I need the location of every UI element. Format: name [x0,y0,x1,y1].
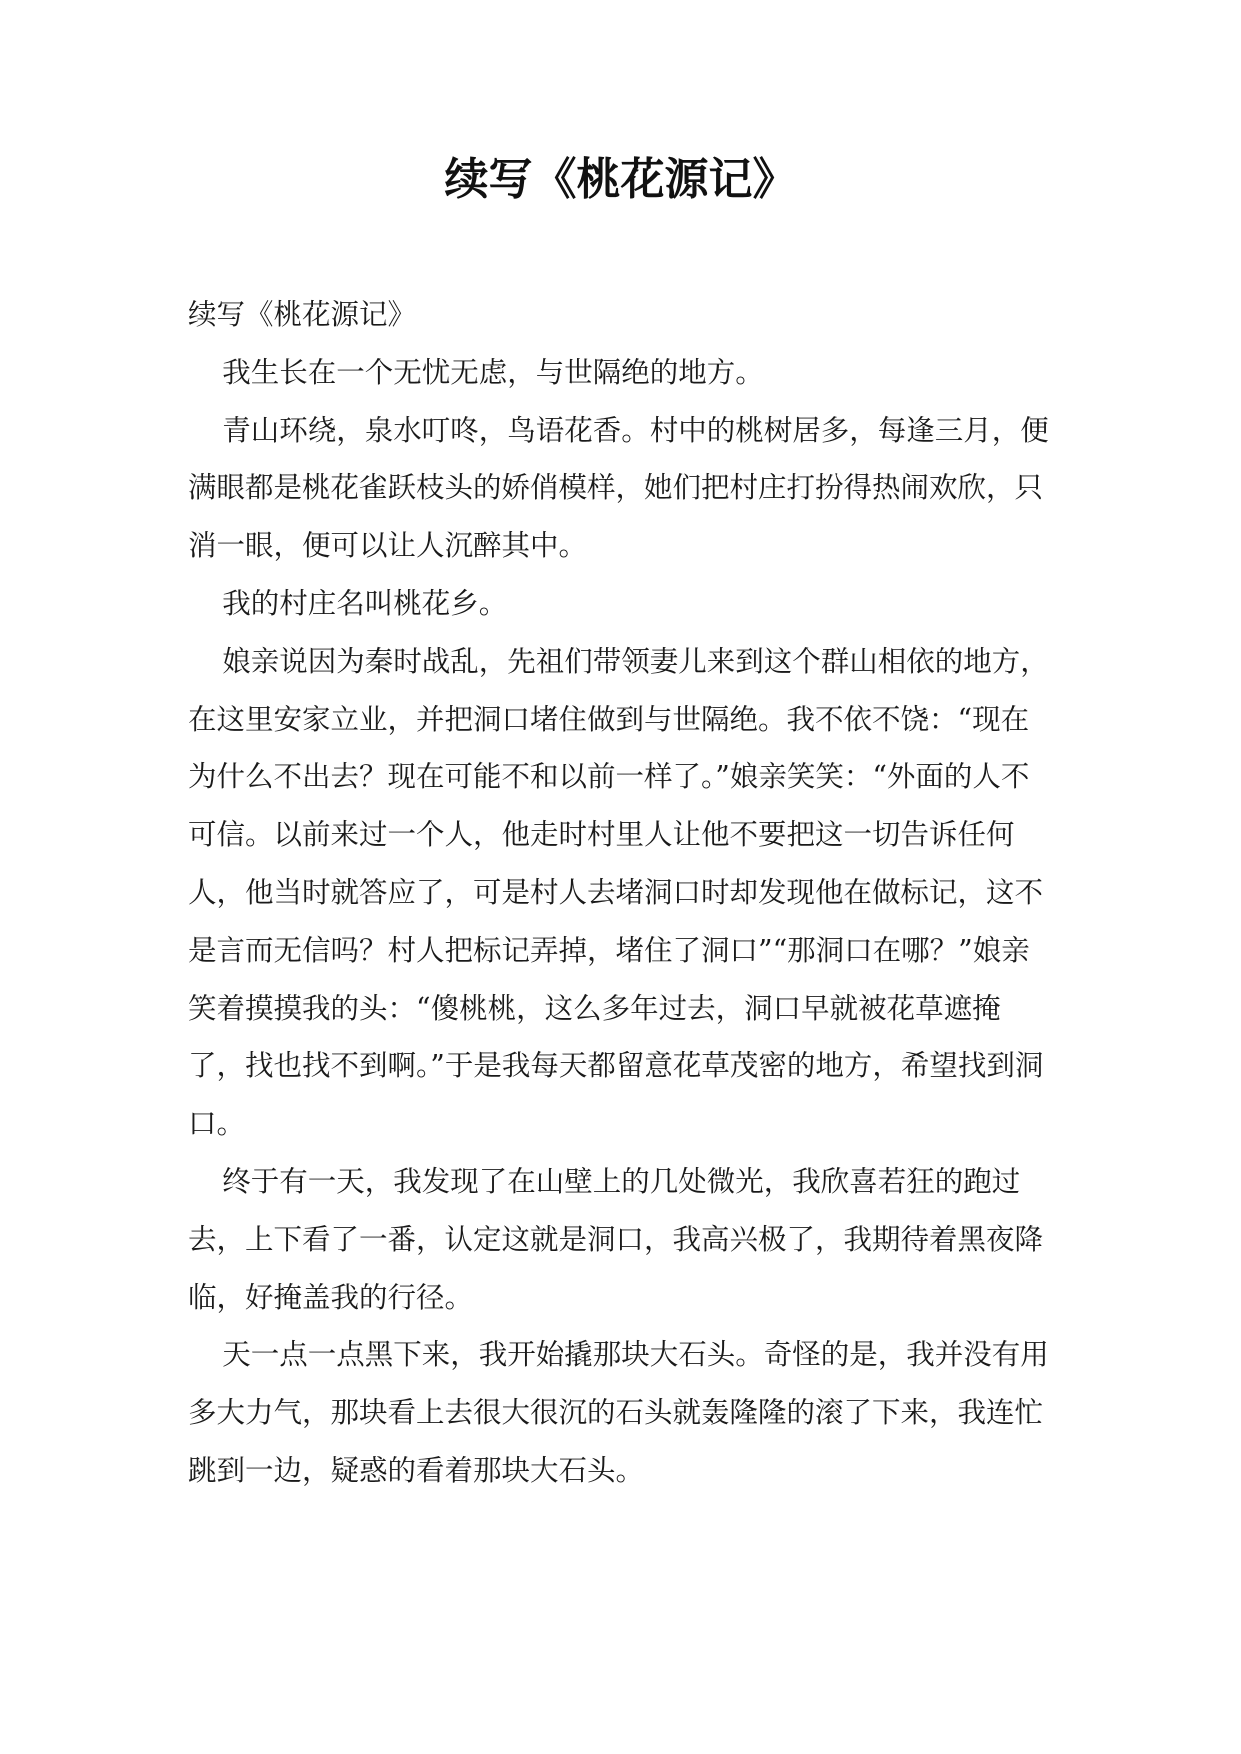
paragraph: 娘亲说因为秦时战乱，先祖们带领妻儿来到这个群山相依的地方，在这里安家立业，并把洞口堵住做到与世隔绝。我不依不饶：“现在为什么不出去？现在可能不和以前一样了。”娘亲笑笑：“外面的人不可信。以前来过一个人，他走时村里人让他不要把这一切告诉任何人，他当时就答应了，可是村人去堵洞口时却发现他在做标记，这不是言而无信吗？村人把标记弄掉，堵住了洞口”“那洞口在哪？”娘亲笑着摸摸我的头：“傻桃桃，这么多年过去，洞口早就被花草遮掩了，找也找不到啊。”于是我每天都留意花草茂密的地方，希望找到洞口。 [188,644,1049,1141]
document-body [188,286,1056,1500]
paragraph: 我的村庄名叫桃花乡。 [222,586,508,620]
document-title: 续写《桃花源记》 [444,154,797,205]
paragraph: 天一点一点黑下来，我开始撬那块大石头。奇怪的是，我并没有用多大力气，那块看上去很大很沉的石头就轰隆隆的滚了下来，我连忙跳到一边，疑惑的看着那块大石头。 [188,1338,1049,1487]
paragraph: 终于有一天，我发现了在山壁上的几处微光，我欣喜若狂的跑过去，上下看了一番，认定这就是洞口，我高兴极了，我期待着黑夜降临，好掩盖我的行径。 [188,1164,1044,1314]
paragraph: 我生长在一个无忧无虑，与世隔绝的地方。 [222,355,764,389]
paragraph: 青山环绕，泉水叮咚，鸟语花香。村中的桃树居多，每逢三月，便满眼都是桃花雀跃枝头的娇俏模样，她们把村庄打扮得热闹欢欣，只消一眼，便可以让人沉醉其中。 [188,413,1049,563]
paragraph-heading: 续写《桃花源记》 [188,298,417,331]
